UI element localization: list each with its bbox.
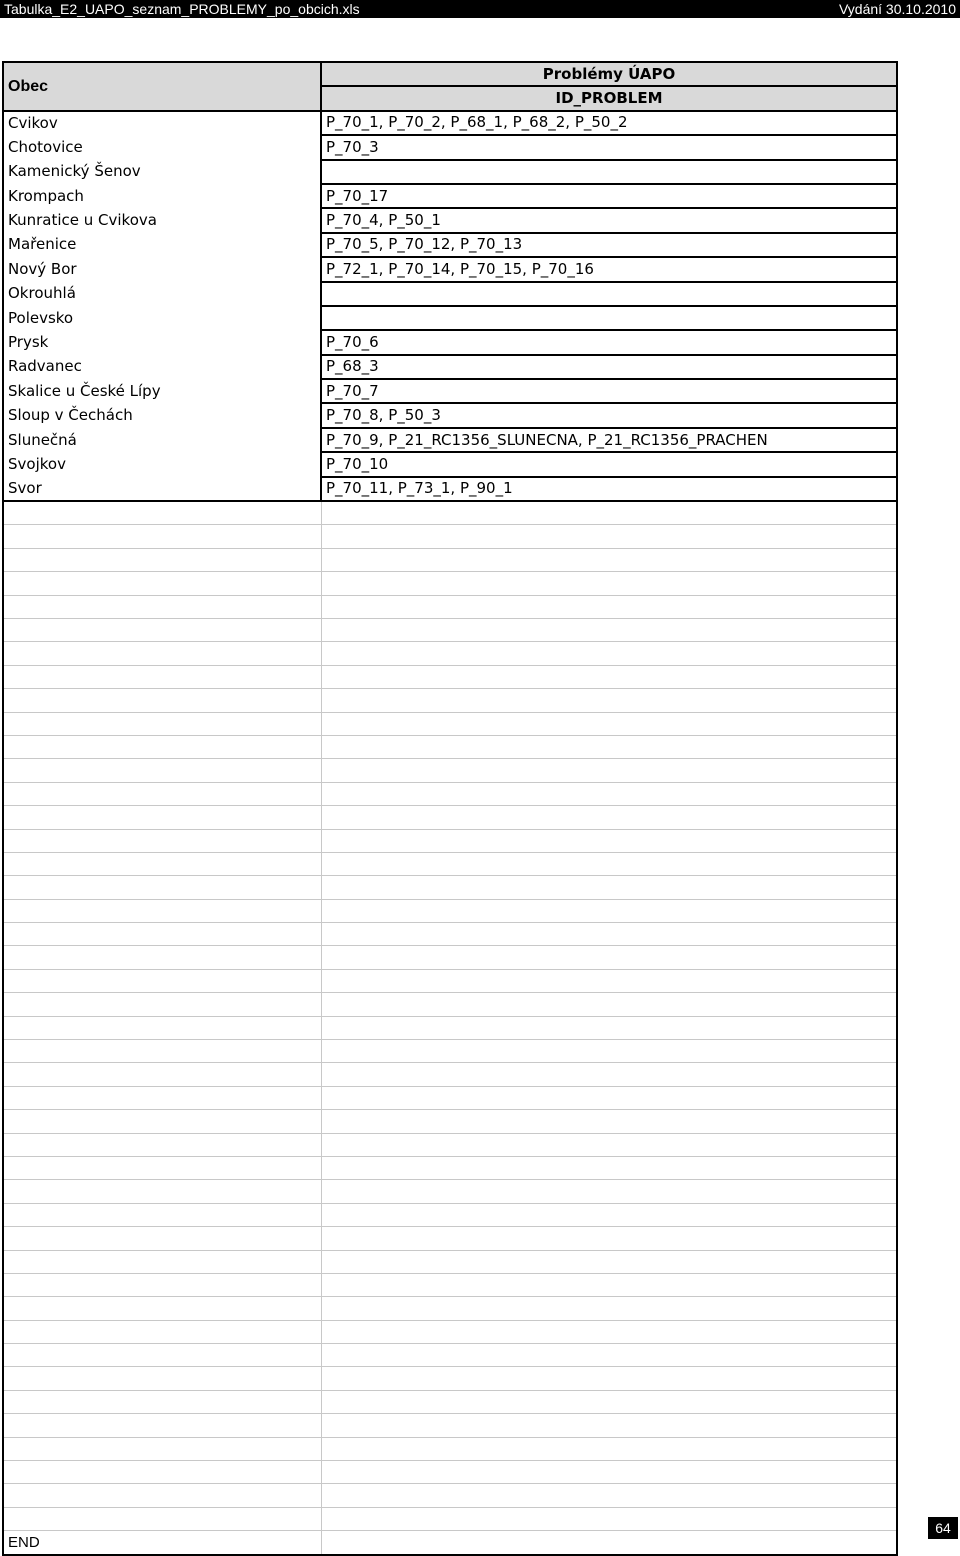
table-row xyxy=(3,428,897,452)
empty-cell xyxy=(3,525,321,548)
empty-cell xyxy=(321,1203,897,1226)
cell-obec: Sloup v Čechách xyxy=(3,403,321,427)
empty-cell xyxy=(3,501,321,525)
empty-row xyxy=(3,759,897,782)
problems-table xyxy=(2,61,898,1556)
empty-cell xyxy=(3,923,321,946)
column-header-problems: Problémy ÚAPO xyxy=(321,62,897,86)
empty-cell xyxy=(321,1180,897,1203)
empty-row xyxy=(3,1133,897,1156)
cell-obec: Slunečná xyxy=(3,428,321,452)
file-name: Tabulka_E2_UAPO_seznam_PROBLEMY_po_obcich.xls xyxy=(4,1,360,17)
empty-cell xyxy=(321,689,897,712)
empty-cell xyxy=(3,1297,321,1320)
table-header-row-1 xyxy=(3,62,897,86)
empty-cell xyxy=(3,712,321,735)
empty-row xyxy=(3,1063,897,1086)
empty-cell xyxy=(3,899,321,922)
table-row xyxy=(3,355,897,379)
empty-row xyxy=(3,1320,897,1343)
empty-cell xyxy=(3,1320,321,1343)
empty-cell xyxy=(3,548,321,571)
empty-cell xyxy=(321,1250,897,1273)
empty-cell xyxy=(321,735,897,758)
empty-cell xyxy=(3,642,321,665)
empty-row xyxy=(3,829,897,852)
cell-obec: Skalice u České Lípy xyxy=(3,379,321,403)
cell-obec: Chotovice xyxy=(3,135,321,159)
empty-cell xyxy=(321,1390,897,1413)
empty-cell xyxy=(321,969,897,992)
empty-cell xyxy=(321,1414,897,1437)
cell-obec: Polevsko xyxy=(3,306,321,330)
empty-cell xyxy=(3,1437,321,1460)
empty-row xyxy=(3,899,897,922)
empty-row xyxy=(3,782,897,805)
empty-cell xyxy=(321,572,897,595)
empty-cell xyxy=(321,1273,897,1296)
empty-cell xyxy=(3,1133,321,1156)
empty-cell xyxy=(321,1320,897,1343)
empty-cell xyxy=(3,1203,321,1226)
empty-cell xyxy=(3,689,321,712)
edition-date: Vydání 30.10.2010 xyxy=(838,1,956,17)
empty-cell xyxy=(321,1133,897,1156)
empty-cell xyxy=(3,852,321,875)
empty-cell xyxy=(321,1086,897,1109)
empty-cell xyxy=(3,1086,321,1109)
empty-cell xyxy=(321,923,897,946)
empty-row xyxy=(3,1484,897,1507)
empty-cell xyxy=(321,1040,897,1063)
empty-cell xyxy=(3,1390,321,1413)
empty-row xyxy=(3,993,897,1016)
empty-cell xyxy=(321,1016,897,1039)
column-header-id: ID_PROBLEM xyxy=(321,86,897,110)
empty-row xyxy=(3,1180,897,1203)
empty-cell xyxy=(3,782,321,805)
cell-obec: Kamenický Šenov xyxy=(3,160,321,184)
cell-id-problem: P_70_11, P_73_1, P_90_1 xyxy=(321,477,897,501)
empty-cell xyxy=(321,1227,897,1250)
empty-cell xyxy=(3,735,321,758)
empty-row xyxy=(3,618,897,641)
empty-cell xyxy=(3,1227,321,1250)
cell-id-problem: P_68_3 xyxy=(321,355,897,379)
empty-cell xyxy=(321,852,897,875)
cell-obec: Svor xyxy=(3,477,321,501)
table-row xyxy=(3,282,897,306)
empty-row xyxy=(3,1040,897,1063)
empty-cell xyxy=(3,1273,321,1296)
empty-cell xyxy=(3,1484,321,1507)
page-number: 64 xyxy=(928,1517,958,1539)
empty-cell xyxy=(321,759,897,782)
cell-id-problem: P_70_3 xyxy=(321,135,897,159)
empty-row xyxy=(3,1507,897,1530)
empty-cell xyxy=(3,1110,321,1133)
empty-row xyxy=(3,806,897,829)
empty-cell xyxy=(3,1367,321,1390)
empty-row xyxy=(3,1390,897,1413)
empty-cell xyxy=(3,1344,321,1367)
empty-row xyxy=(3,665,897,688)
empty-cell xyxy=(321,665,897,688)
end-label: END xyxy=(3,1531,321,1555)
cell-id-problem: P_70_17 xyxy=(321,184,897,208)
cell-id-problem: P_70_10 xyxy=(321,452,897,476)
cell-id-problem: P_70_9, P_21_RC1356_SLUNECNA, P_21_RC1356_PRACHEN xyxy=(321,428,897,452)
empty-cell xyxy=(321,548,897,571)
cell-id-problem: P_70_4, P_50_1 xyxy=(321,208,897,232)
table-row xyxy=(3,233,897,257)
empty-cell xyxy=(321,1461,897,1484)
empty-cell xyxy=(3,572,321,595)
table-row xyxy=(3,452,897,476)
empty-row xyxy=(3,1156,897,1179)
empty-cell xyxy=(321,1297,897,1320)
cell-obec: Svojkov xyxy=(3,452,321,476)
empty-cell xyxy=(321,782,897,805)
empty-row xyxy=(3,595,897,618)
empty-cell xyxy=(3,1461,321,1484)
empty-row xyxy=(3,735,897,758)
cell-obec: Kunratice u Cvikova xyxy=(3,208,321,232)
cell-id-problem xyxy=(321,160,897,184)
empty-cell xyxy=(321,595,897,618)
empty-row xyxy=(3,712,897,735)
empty-cell xyxy=(321,501,897,525)
empty-cell xyxy=(321,1156,897,1179)
cell-id-problem: P_70_1, P_70_2, P_68_1, P_68_2, P_50_2 xyxy=(321,111,897,135)
cell-obec: Prysk xyxy=(3,330,321,354)
cell-id-problem: P_70_5, P_70_12, P_70_13 xyxy=(321,233,897,257)
empty-cell xyxy=(321,899,897,922)
cell-id-problem: P_72_1, P_70_14, P_70_15, P_70_16 xyxy=(321,257,897,281)
empty-cell xyxy=(321,993,897,1016)
empty-cell xyxy=(3,1040,321,1063)
cell-id-problem: P_70_8, P_50_3 xyxy=(321,403,897,427)
cell-obec: Mařenice xyxy=(3,233,321,257)
empty-cell xyxy=(3,1156,321,1179)
empty-cell xyxy=(3,665,321,688)
empty-cell xyxy=(3,1414,321,1437)
table-row xyxy=(3,160,897,184)
empty-cell xyxy=(321,1484,897,1507)
empty-row xyxy=(3,1273,897,1296)
empty-cell xyxy=(3,1063,321,1086)
empty-cell xyxy=(3,1250,321,1273)
empty-cell xyxy=(3,1016,321,1039)
empty-cell xyxy=(3,876,321,899)
table-body xyxy=(3,111,897,1555)
end-row xyxy=(3,1531,897,1555)
cell-obec: Krompach xyxy=(3,184,321,208)
empty-row xyxy=(3,923,897,946)
empty-row xyxy=(3,1250,897,1273)
cell-obec: Nový Bor xyxy=(3,257,321,281)
empty-cell xyxy=(3,993,321,1016)
empty-cell xyxy=(3,595,321,618)
table-row xyxy=(3,184,897,208)
empty-cell xyxy=(321,1507,897,1530)
empty-cell xyxy=(3,618,321,641)
empty-cell xyxy=(321,1110,897,1133)
empty-row xyxy=(3,525,897,548)
cell-obec: Radvanec xyxy=(3,355,321,379)
empty-row xyxy=(3,1227,897,1250)
empty-row xyxy=(3,548,897,571)
empty-cell xyxy=(3,969,321,992)
empty-row xyxy=(3,1016,897,1039)
empty-row xyxy=(3,1203,897,1226)
empty-row xyxy=(3,1086,897,1109)
table-row xyxy=(3,257,897,281)
empty-cell xyxy=(321,1344,897,1367)
empty-row xyxy=(3,572,897,595)
empty-row xyxy=(3,1414,897,1437)
empty-cell xyxy=(321,946,897,969)
empty-row xyxy=(3,1367,897,1390)
empty-cell xyxy=(321,829,897,852)
empty-row xyxy=(3,946,897,969)
empty-cell xyxy=(321,1367,897,1390)
empty-row xyxy=(3,501,897,525)
empty-cell xyxy=(321,806,897,829)
empty-row xyxy=(3,642,897,665)
empty-row xyxy=(3,1297,897,1320)
column-header-obec: Obec xyxy=(3,62,321,111)
document-header xyxy=(0,0,960,18)
empty-cell xyxy=(321,1437,897,1460)
empty-cell xyxy=(321,712,897,735)
table-row xyxy=(3,477,897,501)
empty-cell xyxy=(3,1180,321,1203)
table-row xyxy=(3,330,897,354)
table-row xyxy=(3,135,897,159)
empty-row xyxy=(3,1110,897,1133)
empty-cell xyxy=(321,618,897,641)
empty-cell xyxy=(3,946,321,969)
empty-row xyxy=(3,876,897,899)
empty-cell xyxy=(321,642,897,665)
empty-cell xyxy=(321,1063,897,1086)
empty-cell xyxy=(3,829,321,852)
cell-obec: Cvikov xyxy=(3,111,321,135)
table-row xyxy=(3,111,897,135)
cell-id-problem: P_70_7 xyxy=(321,379,897,403)
cell-id-problem: P_70_6 xyxy=(321,330,897,354)
table-row xyxy=(3,379,897,403)
empty-row xyxy=(3,1344,897,1367)
empty-row xyxy=(3,689,897,712)
cell-id-problem xyxy=(321,306,897,330)
empty-cell xyxy=(3,806,321,829)
empty-row xyxy=(3,1437,897,1460)
cell-obec: Okrouhlá xyxy=(3,282,321,306)
cell-id-problem xyxy=(321,282,897,306)
empty-row xyxy=(3,1461,897,1484)
empty-cell xyxy=(321,525,897,548)
table-row xyxy=(3,306,897,330)
empty-row xyxy=(3,852,897,875)
empty-cell xyxy=(321,1531,897,1555)
empty-row xyxy=(3,969,897,992)
empty-cell xyxy=(3,759,321,782)
table-row xyxy=(3,403,897,427)
empty-cell xyxy=(3,1507,321,1530)
table-row xyxy=(3,208,897,232)
empty-cell xyxy=(321,876,897,899)
